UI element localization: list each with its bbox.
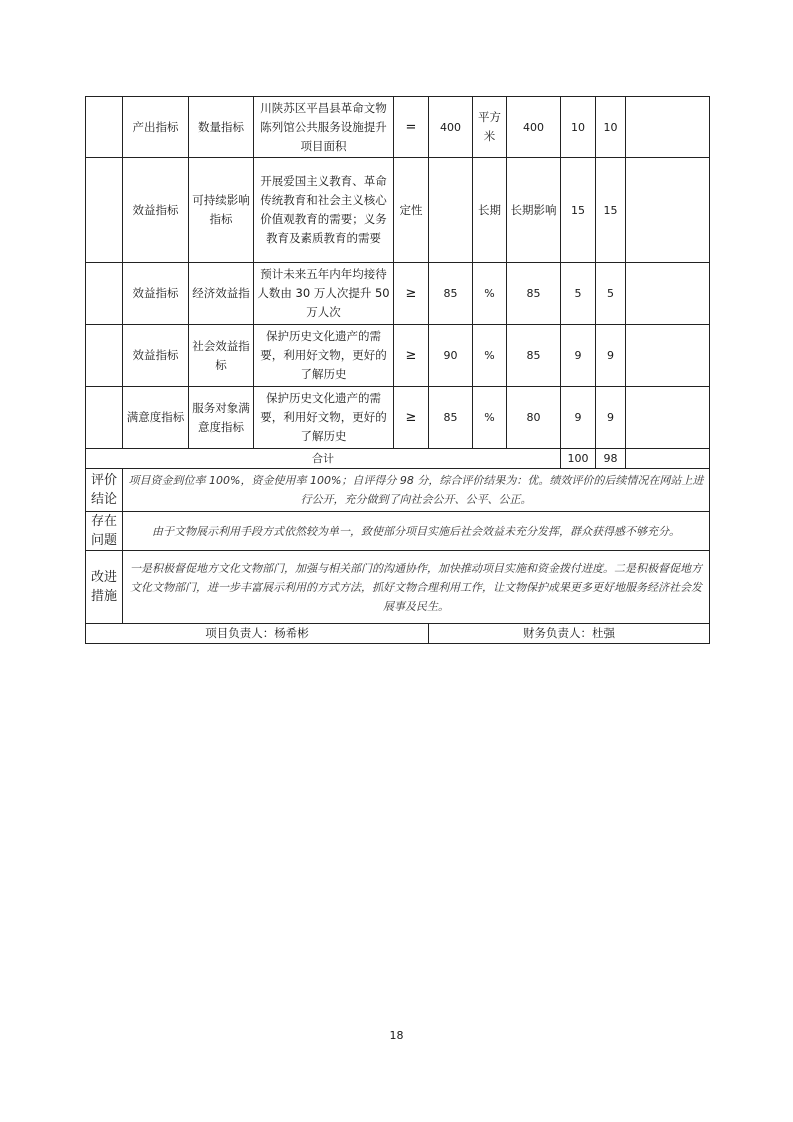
- problems-text: 由于文物展示利用手段方式依然较为单一，致使部分项目实施后社会效益未充分发挥，群众获得感不够充分。: [123, 512, 710, 551]
- category-level1: [86, 387, 123, 449]
- operator: ≥: [394, 263, 429, 325]
- conclusion-label: 评价结论: [86, 469, 123, 512]
- target-value: 90: [429, 325, 473, 387]
- project-lead: 项目负责人：杨希彬: [86, 624, 429, 644]
- category-level1: [86, 158, 123, 263]
- problems-row: [86, 512, 710, 551]
- note: [626, 387, 710, 449]
- score: 15: [596, 158, 626, 263]
- note: [626, 325, 710, 387]
- table-row: [86, 158, 710, 263]
- total-label: 合计: [86, 449, 561, 469]
- total-row: [86, 449, 710, 469]
- category-level3: 服务对象满意度指标: [189, 387, 254, 449]
- table-row: [86, 263, 710, 325]
- page-number: 18: [389, 1029, 404, 1042]
- target-value: 85: [429, 387, 473, 449]
- table-row: [86, 387, 710, 449]
- target-value: 400: [429, 97, 473, 158]
- signature-row: [86, 624, 710, 644]
- actual-value: 85: [507, 325, 561, 387]
- weight: 9: [561, 325, 596, 387]
- performance-table: [85, 96, 710, 644]
- target-value: [429, 158, 473, 263]
- indicator-text: 开展爱国主义教育、革命传统教育和社会主义核心价值观教育的需要；义务教育及素质教育的需要: [254, 158, 394, 263]
- category-level1: [86, 97, 123, 158]
- category-level1: [86, 325, 123, 387]
- weight: 10: [561, 97, 596, 158]
- unit: 长期: [473, 158, 507, 263]
- indicator-text: 保护历史文化遗产的需要，利用好文物，更好的了解历史: [254, 325, 394, 387]
- target-value: 85: [429, 263, 473, 325]
- category-level2: 效益指标: [123, 263, 189, 325]
- weight: 9: [561, 387, 596, 449]
- note: [626, 97, 710, 158]
- note: [626, 263, 710, 325]
- score: 10: [596, 97, 626, 158]
- unit: 平方米: [473, 97, 507, 158]
- indicator-text: 保护历史文化遗产的需要，利用好文物，更好的了解历史: [254, 387, 394, 449]
- total-weight: 100: [561, 449, 596, 469]
- weight: 5: [561, 263, 596, 325]
- unit: %: [473, 263, 507, 325]
- weight: 15: [561, 158, 596, 263]
- category-level2: 效益指标: [123, 325, 189, 387]
- problems-label: 存在问题: [86, 512, 123, 551]
- indicator-text: 川陕苏区平昌县革命文物陈列馆公共服务设施提升项目面积: [254, 97, 394, 158]
- category-level2: 满意度指标: [123, 387, 189, 449]
- score: 9: [596, 325, 626, 387]
- measures-label: 改进措施: [86, 551, 123, 624]
- table-row: [86, 97, 710, 158]
- conclusion-row: [86, 469, 710, 512]
- actual-value: 长期影响: [507, 158, 561, 263]
- operator: 定性: [394, 158, 429, 263]
- total-score: 98: [596, 449, 626, 469]
- unit: %: [473, 325, 507, 387]
- finance-lead: 财务负责人：杜强: [429, 624, 710, 644]
- actual-value: 80: [507, 387, 561, 449]
- operator: =: [394, 97, 429, 158]
- actual-value: 85: [507, 263, 561, 325]
- measures-text: 一是积极督促地方文化文物部门，加强与相关部门的沟通协作，加快推动项目实施和资金拨付进度。二是积极督促地方文化文物部门，进一步丰富展示利用的方式方法，抓好文物合理利用工作，让文物保护成果更多更好地服务经济社会发展事及民生。: [123, 551, 710, 624]
- actual-value: 400: [507, 97, 561, 158]
- note: [626, 158, 710, 263]
- operator: ≥: [394, 387, 429, 449]
- score: 9: [596, 387, 626, 449]
- category-level3: 经济效益指: [189, 263, 254, 325]
- measures-row: [86, 551, 710, 624]
- category-level3: 可持续影响指标: [189, 158, 254, 263]
- score: 5: [596, 263, 626, 325]
- total-note: [626, 449, 710, 469]
- category-level2: 产出指标: [123, 97, 189, 158]
- category-level3: 社会效益指标: [189, 325, 254, 387]
- conclusion-text: 项目资金到位率 100%，资金使用率 100%；自评得分 98 分，综合评价结果为：优。绩效评价的后续情况在网站上进行公开，充分做到了向社会公开、公平、公正。: [123, 469, 710, 512]
- category-level1: [86, 263, 123, 325]
- table-row: [86, 325, 710, 387]
- category-level2: 效益指标: [123, 158, 189, 263]
- unit: %: [473, 387, 507, 449]
- operator: ≥: [394, 325, 429, 387]
- indicator-text: 预计未来五年内年均接待人数由 30 万人次提升 50 万人次: [254, 263, 394, 325]
- category-level3: 数量指标: [189, 97, 254, 158]
